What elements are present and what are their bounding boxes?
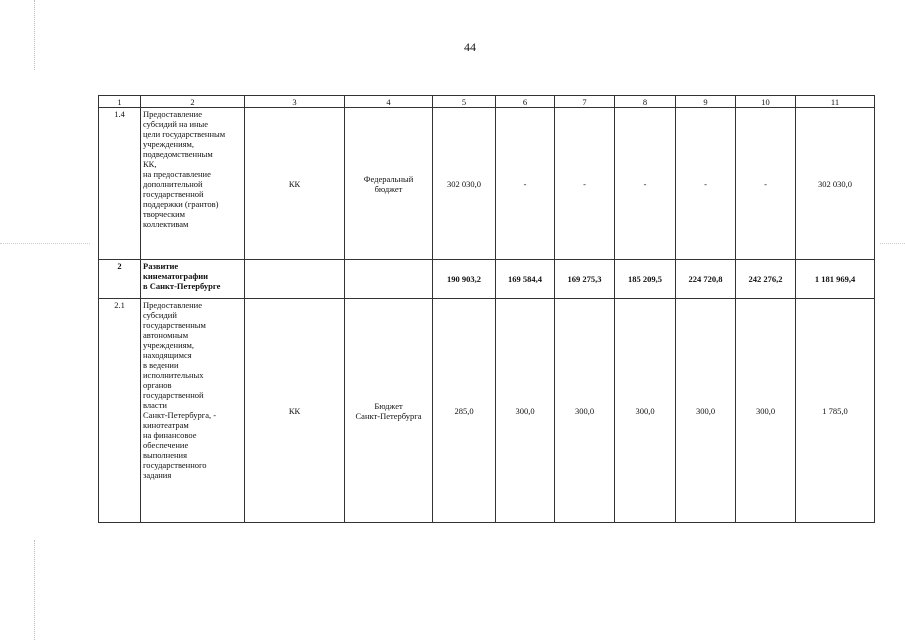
scan-artifact	[880, 243, 905, 244]
table-row	[99, 260, 875, 299]
row-value: 300,0	[555, 299, 615, 523]
column-header: 2	[141, 96, 245, 108]
row-value: 300,0	[736, 299, 796, 523]
column-header: 9	[676, 96, 736, 108]
row-value: 242 276,2	[736, 260, 796, 299]
row-value: 190 903,2	[433, 260, 496, 299]
row-executor: КК	[245, 299, 345, 523]
row-value: 285,0	[433, 299, 496, 523]
scan-artifact	[34, 540, 37, 640]
row-value: -	[676, 108, 736, 260]
row-source	[345, 260, 433, 299]
column-header: 6	[496, 96, 555, 108]
scan-artifact	[0, 243, 90, 244]
column-header: 3	[245, 96, 345, 108]
row-executor	[245, 260, 345, 299]
page-number: 44	[464, 40, 476, 54]
row-value: 169 275,3	[555, 260, 615, 299]
row-total: 1 181 969,4	[796, 260, 875, 299]
column-header: 7	[555, 96, 615, 108]
row-name: Развитие кинематографии в Санкт-Петербурге	[141, 260, 245, 299]
row-value: -	[496, 108, 555, 260]
row-value: -	[555, 108, 615, 260]
budget-table	[98, 95, 875, 523]
row-value: 224 720,8	[676, 260, 736, 299]
table-row	[99, 108, 875, 260]
column-header: 1	[99, 96, 141, 108]
row-executor: КК	[245, 108, 345, 260]
row-total: 1 785,0	[796, 299, 875, 523]
row-name: Предоставление субсидий государственным автономным учреждениям, находящимся в ведении исполнительных органов государственной власти Санкт-Петербурга, - кинотеатрам на финансовое обеспечение выполнения государственного задания	[141, 299, 245, 523]
row-source: Бюджет Санкт-Петербурга	[345, 299, 433, 523]
column-header: 10	[736, 96, 796, 108]
table-row	[99, 299, 875, 523]
row-value: 300,0	[676, 299, 736, 523]
row-number: 2.1	[99, 299, 141, 523]
row-value: 302 030,0	[433, 108, 496, 260]
row-value: 185 209,5	[615, 260, 676, 299]
scan-artifact	[34, 0, 37, 70]
column-header: 5	[433, 96, 496, 108]
row-value: -	[736, 108, 796, 260]
row-name: Предоставление субсидий на иные цели государственным учреждениям, подведомственным КК, на предоставление дополнительной государственной поддержки (грантов) творческим коллективам	[141, 108, 245, 260]
row-value: 169 584,4	[496, 260, 555, 299]
row-value: 300,0	[615, 299, 676, 523]
row-source: Федеральный бюджет	[345, 108, 433, 260]
column-header: 8	[615, 96, 676, 108]
row-number: 2	[99, 260, 141, 299]
header-row	[99, 96, 875, 108]
row-total: 302 030,0	[796, 108, 875, 260]
row-number: 1.4	[99, 108, 141, 260]
column-header: 11	[796, 96, 875, 108]
column-header: 4	[345, 96, 433, 108]
row-value: 300,0	[496, 299, 555, 523]
row-value: -	[615, 108, 676, 260]
